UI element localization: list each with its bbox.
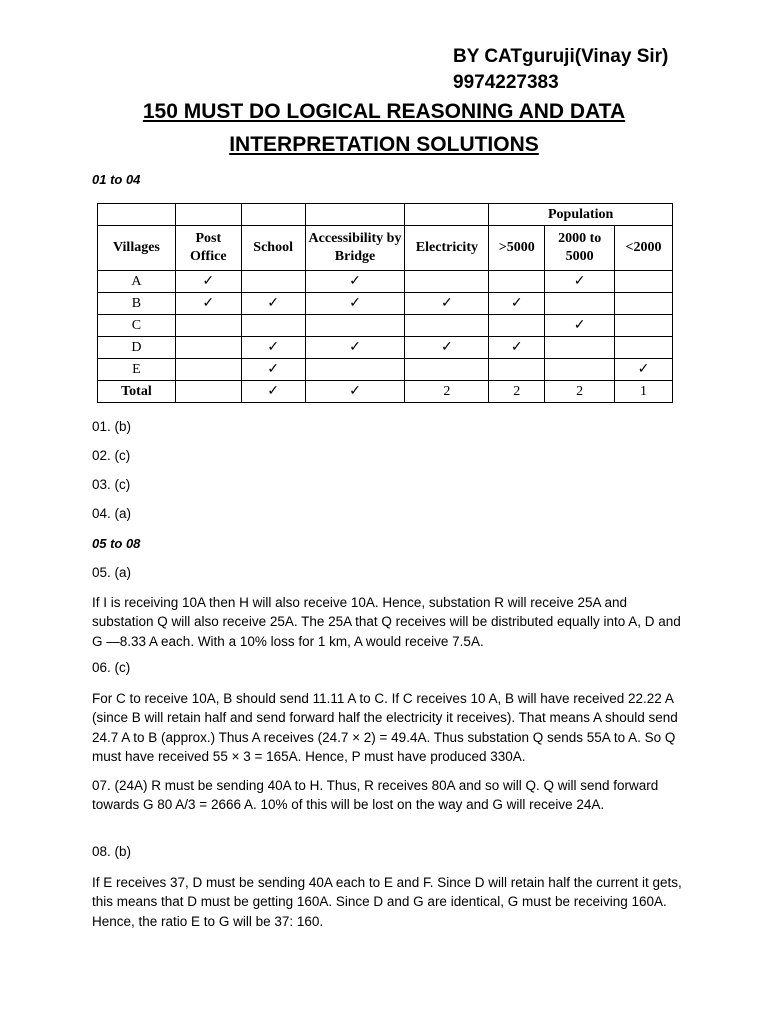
cell-pop-lt2000: [615, 293, 673, 315]
cell-pop-gt5000: [489, 359, 545, 381]
answer-08: 08. (b): [92, 844, 132, 859]
author-phone: 9974227383: [453, 72, 559, 93]
cell-pop-lt2000: ✓: [615, 359, 673, 381]
cell-village: B: [98, 293, 176, 315]
cell-electricity: [405, 271, 489, 293]
header-villages: Villages: [98, 226, 176, 271]
cell-pop-gt5000: [489, 315, 545, 337]
cell-post-office: [175, 359, 241, 381]
answer-03: 03. (c): [92, 477, 131, 492]
table-header-row-2: [98, 226, 673, 271]
cell-pop-2000-5000: [545, 337, 615, 359]
cell-pop-2000-5000: 2: [545, 381, 615, 403]
cell-pop-2000-5000: ✓: [545, 315, 615, 337]
answer-04: 04. (a): [92, 506, 132, 521]
header-electricity: Electricity: [405, 226, 489, 271]
explanation-08: If E receives 37, D must be sending 40A each to E and F. Since D will retain half the current it gets, this means that D must be getting 160A. Since D and G are identical, G must be receiving 160A. Hence, the ratio E to G will be 37: 160.: [92, 875, 682, 929]
table-row: [98, 359, 673, 381]
header-school: School: [241, 226, 305, 271]
cell-bridge: [305, 315, 405, 337]
title-line-1: 150 MUST DO LOGICAL REASONING AND DATA: [142, 100, 626, 123]
header-pop-2000-5000: 2000 to 5000: [545, 226, 615, 271]
answer-05: 05. (a): [92, 565, 132, 580]
section-label-05-08: 05 to 08: [92, 536, 141, 551]
cell-post-office: ✓: [175, 271, 241, 293]
cell-bridge: ✓: [305, 337, 405, 359]
cell-bridge: ✓: [305, 271, 405, 293]
cell-village: C: [98, 315, 176, 337]
explanation-05: If I is receiving 10A then H will also receive 10A. Hence, substation R will receive 25A and substation Q will also receive 25A. The 25A that Q receives will be distributed equally into A, D and G —8.33 A each. With a 10% loss for 1 km, A would receive 7.5A.: [92, 595, 681, 649]
cell-village: A: [98, 271, 176, 293]
cell-village: E: [98, 359, 176, 381]
cell-electricity: [405, 359, 489, 381]
cell-electricity: ✓: [405, 293, 489, 315]
cell-pop-gt5000: ✓: [489, 337, 545, 359]
villages-table: [97, 203, 673, 403]
cell-post-office: [175, 337, 241, 359]
cell-school: ✓: [241, 337, 305, 359]
author-name: BY CATguruji(Vinay Sir): [453, 46, 669, 67]
cell-pop-2000-5000: ✓: [545, 271, 615, 293]
title-line-2: INTERPRETATION SOLUTIONS: [229, 133, 539, 156]
explanation-07: 07. (24A) R must be sending 40A to H. Thus, R receives 80A and so will Q. Q will send forward towards G 80 A/3 = 2666 A. 10% of this will be lost on the way and G will receive 24A.: [92, 778, 659, 813]
header-population: Population: [489, 204, 673, 226]
header-pop-gt5000: >5000: [489, 226, 545, 271]
cell-village: D: [98, 337, 176, 359]
header-post-office: Post Office: [175, 226, 241, 271]
answer-01: 01. (b): [92, 419, 132, 434]
header-pop-lt2000: <2000: [615, 226, 673, 271]
cell-village: Total: [98, 381, 176, 403]
table-row: [98, 337, 673, 359]
explanation-06: For C to receive 10A, B should send 11.11 A to C. If C receives 10 A, B will have received 22.22 A (since B will retain half and send forward half the electricity it receives). That means A should send 24.7 A to B (approx.) Thus A receives (24.7 × 2) = 49.4A. Thus substation Q sends 55A to A. So Q must have received 55 × 3 = 165A. Hence, P must have produced 330A.: [92, 691, 678, 765]
page-title: [0, 95, 768, 161]
table-row: [98, 293, 673, 315]
cell-electricity: 2: [405, 381, 489, 403]
cell-pop-gt5000: 2: [489, 381, 545, 403]
table-row: [98, 315, 673, 337]
answer-06: 06. (c): [92, 660, 131, 675]
cell-pop-gt5000: ✓: [489, 293, 545, 315]
cell-bridge: ✓: [305, 381, 405, 403]
cell-bridge: ✓: [305, 293, 405, 315]
cell-pop-lt2000: [615, 337, 673, 359]
cell-school: [241, 315, 305, 337]
cell-electricity: [405, 315, 489, 337]
table-header-row-1: [98, 204, 673, 226]
cell-post-office: [175, 381, 241, 403]
cell-electricity: ✓: [405, 337, 489, 359]
cell-bridge: [305, 359, 405, 381]
cell-school: ✓: [241, 293, 305, 315]
cell-pop-lt2000: [615, 271, 673, 293]
header-accessibility: Accessibility by Bridge: [305, 226, 405, 271]
table-total-row: [98, 381, 673, 403]
cell-pop-2000-5000: [545, 359, 615, 381]
cell-pop-2000-5000: [545, 293, 615, 315]
cell-school: ✓: [241, 381, 305, 403]
author-block: [453, 44, 668, 96]
cell-pop-lt2000: 1: [615, 381, 673, 403]
table-row: [98, 271, 673, 293]
cell-pop-gt5000: [489, 271, 545, 293]
answer-02: 02. (c): [92, 448, 131, 463]
section-label-01-04: 01 to 04: [92, 172, 141, 187]
cell-pop-lt2000: [615, 315, 673, 337]
cell-school: [241, 271, 305, 293]
cell-post-office: [175, 315, 241, 337]
cell-post-office: ✓: [175, 293, 241, 315]
cell-school: ✓: [241, 359, 305, 381]
